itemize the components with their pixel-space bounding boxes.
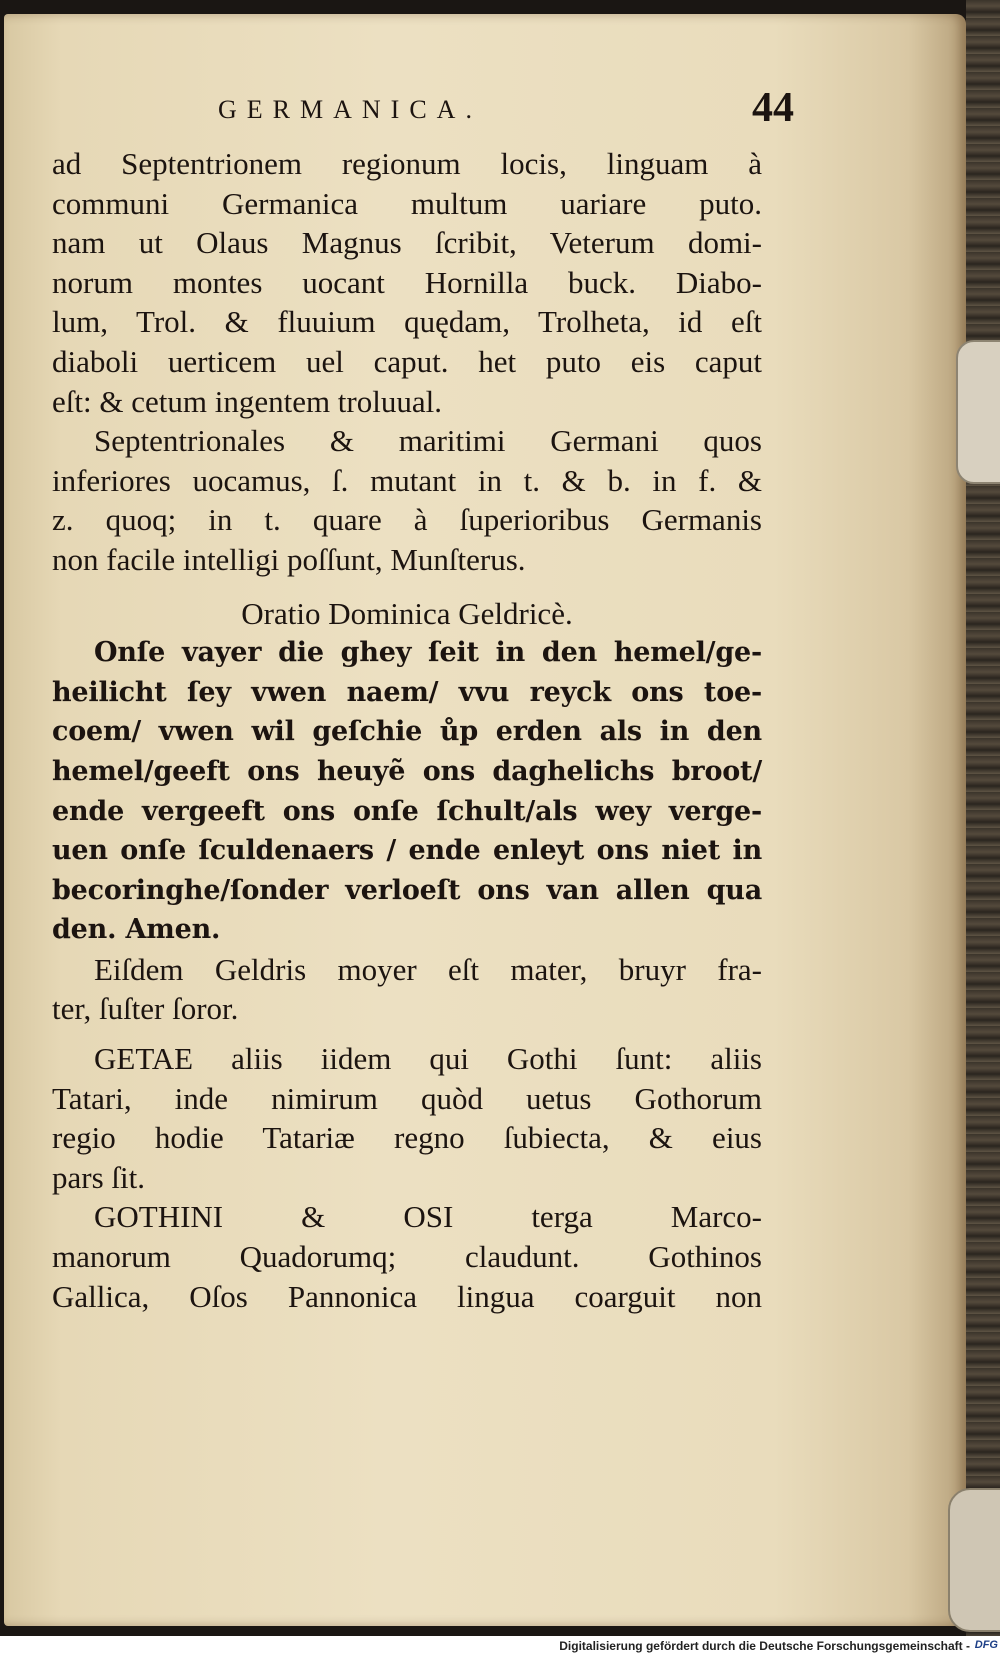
text-line: eſt: & cetum ingentem troluual. <box>52 383 442 419</box>
dfg-logo: DFG <box>974 1639 998 1651</box>
book-edge <box>966 0 1000 1638</box>
footer-credit: Digitalisierung gefördert durch die Deutsche Forschungsgemeinschaft - <box>559 1639 970 1653</box>
page-number: 44 <box>752 85 794 131</box>
text-line: Tatari, inde nimirum quòd uetus Gothorum <box>52 1080 762 1116</box>
paragraph <box>52 1039 762 1197</box>
text-line: Septentrionales & maritimi Germani quos <box>94 423 762 459</box>
text-line: hemel/geeft ons heuyẽ ons daghelichs broot/ <box>52 755 762 787</box>
text-line: ter, ſuſter ſoror. <box>52 991 239 1027</box>
spacer <box>52 580 762 594</box>
running-head: GERMANICA. <box>218 95 482 124</box>
text-block <box>52 144 762 1316</box>
prayer-text <box>52 633 762 950</box>
text-line: becoringhe/ſonder verloeſt ons van allen qua <box>52 874 762 906</box>
text-line: inferiores uocamus, ſ. mutant in t. & b. in f. & <box>52 462 762 498</box>
text-line: Gallica, Oſos Pannonica lingua coarguit non <box>52 1278 762 1314</box>
text-line: nam ut Olaus Magnus ſcribit, Veterum domi- <box>52 225 762 261</box>
text-line: uen onſe ſculdenaers / ende enleyt ons niet in <box>52 835 762 867</box>
paragraph <box>52 1197 762 1316</box>
text-line: Eiſdem Geldris moyer eſt mater, bruyr fra- <box>94 951 762 987</box>
paragraph <box>52 421 762 579</box>
page-clip-bottom <box>948 1488 1000 1632</box>
text-line: GOTHINI & OSI terga Marco- <box>94 1199 762 1235</box>
text-line: coem/ vwen wil geſchie ůp erden als in den <box>52 716 762 748</box>
text-line: ad Septentrionem regionum locis, linguam à <box>52 146 762 181</box>
text-line: communi Germanica multum uariare puto. <box>52 185 762 221</box>
text-line: GETAE aliis iidem qui Gothi ſunt: aliis <box>94 1041 762 1077</box>
footer-bar <box>0 1636 1000 1658</box>
section-heading: Oratio Dominica Geldricè. <box>241 595 573 631</box>
text-line: z. quoq; in t. quare à ſuperioribus Germanis <box>52 502 762 538</box>
text-line: ende vergeeft ons onſe ſchult/als wey verge- <box>52 795 762 827</box>
text-line: den. Amen. <box>52 914 221 946</box>
text-line: non facile intelligi poſſunt, Munſterus. <box>52 541 526 577</box>
text-line: manorum Quadorumq; claudunt. Gothinos <box>52 1239 762 1275</box>
text-line: diaboli uerticem uel caput. het puto eis caput <box>52 343 762 379</box>
page-clip-top <box>956 340 1000 484</box>
text-line: Onſe vayer die ghey ſeit in den hemel/ge- <box>94 637 762 669</box>
text-line: heilicht ſey vwen naem/ vvu reyck ons toe- <box>52 676 762 708</box>
paragraph <box>52 950 762 1029</box>
text-line: pars ſit. <box>52 1159 145 1195</box>
paragraph <box>52 144 762 421</box>
spacer <box>52 1029 762 1039</box>
text-line: regio hodie Tatariæ regno ſubiecta, & eius <box>52 1120 762 1156</box>
text-line: norum montes uocant Hornilla buck. Diabo- <box>52 264 762 300</box>
text-line: lum, Trol. & fluuium quędam, Trolheta, id eſt <box>52 304 762 340</box>
